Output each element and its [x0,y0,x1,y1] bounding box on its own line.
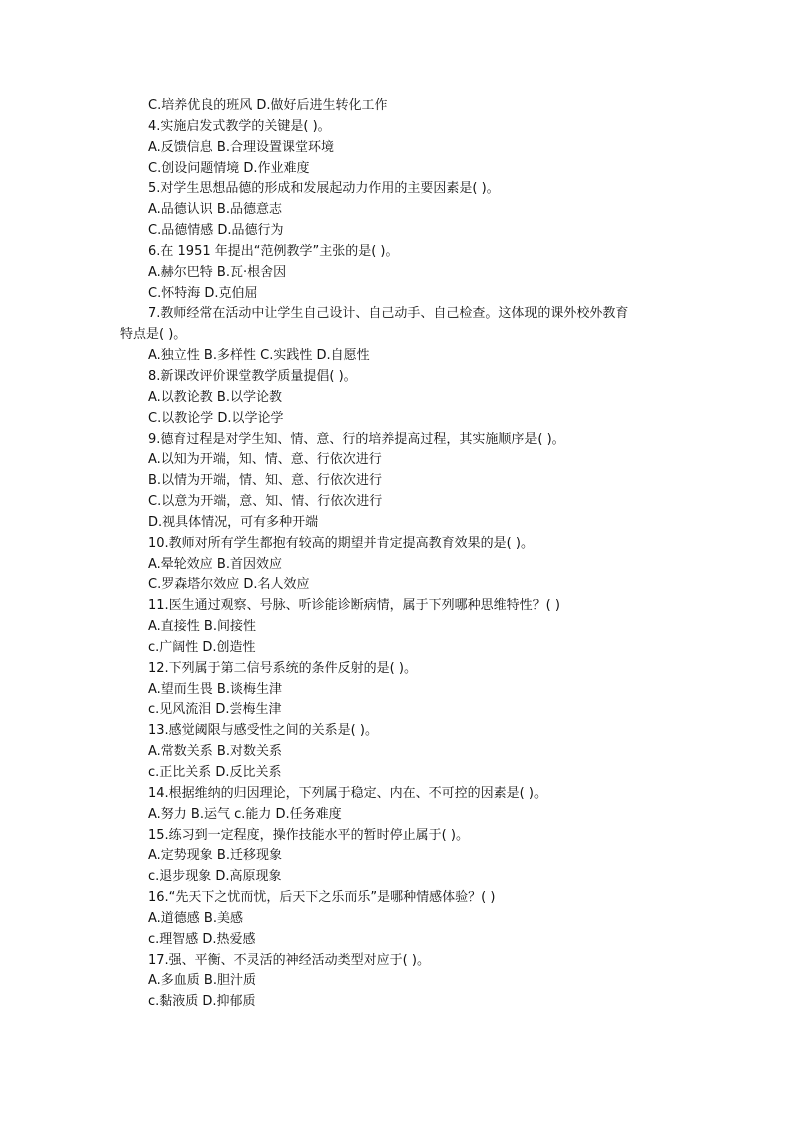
question-14: 14.根据维纳的归因理论，下列属于稳定、内在、不可控的因素是( )。 [148,785,547,801]
option-line: C.培养优良的班风 D.做好后进生转化工作 [148,98,388,113]
option-line: c.正比关系 D.反比关系 [148,765,282,780]
option-line: c.理智感 D.热爱感 [148,931,256,947]
option-line: A.赫尔巴特 B.瓦·根舍因 [148,264,287,280]
option-line: A.望而生畏 B.谈梅生津 [148,681,282,697]
question-7: 7.教师经常在活动中让学生自己设计、自己动手、自己检查。这体现的课外校外教育 [148,306,629,322]
option-line: A.直接性 B.间接性 [148,619,256,635]
question-7-continued: 特点是( )。 [120,327,187,343]
option-line: c.退步现象 D.高原现象 [148,869,282,885]
option-line: A.多血质 B.胆汁质 [148,973,256,989]
question-12: 12.下列属于第二信号系统的条件反射的是( )。 [148,660,417,676]
question-6: 6.在 1951 年提出“范例教学”主张的是( )。 [148,243,399,259]
option-line: A.以知为开端，知、情、意、行依次进行 [148,452,382,468]
option-line: C.创设问题情境 D.作业难度 [148,160,310,176]
option-line: A.努力 B.运气 c.能力 D.任务难度 [148,806,342,822]
option-line: A.以教论教 B.以学论教 [148,389,282,405]
question-4: 4.实施启发式教学的关键是( )。 [148,118,331,134]
question-11: 11.医生通过观察、号脉、听诊能诊断病情，属于下列哪种思维特性？( ) [148,598,560,614]
question-list [120,96,680,1013]
option-line: A.品德认识 B.品德意志 [148,202,282,218]
question-16: 16.“先天下之忧而忧，后天下之乐而乐”是哪种情感体验？( ) [148,890,496,906]
question-10: 10.教师对所有学生都抱有较高的期望并肯定提高教育效果的是( )。 [148,535,534,551]
option-line: c.黏液质 D.抑郁质 [148,994,256,1010]
option-line: C.以教论学 D.以学论学 [148,410,284,426]
question-17: 17.强、平衡、不灵活的神经活动类型对应于( )。 [148,952,430,968]
question-15: 15.练习到一定程度，操作技能水平的暂时停止属于( )。 [148,827,469,843]
option-line: B.以情为开端，情、知、意、行依次进行 [148,473,383,489]
option-line: A.常数关系 B.对数关系 [148,744,282,760]
option-line: C.品德情感 D.品德行为 [148,223,284,239]
option-line: D.视具体情况，可有多种开端 [148,514,319,530]
option-line: C.以意为开端，意、知、情、行依次进行 [148,494,383,510]
option-line: A.反馈信息 B.合理设置课堂环境 [148,139,334,155]
option-line: c.见风流泪 D.尝梅生津 [148,702,282,718]
option-line: C.罗森塔尔效应 D.名人效应 [148,577,310,593]
option-line: c.广阔性 D.创造性 [148,639,256,655]
option-line: A.独立性 B.多样性 C.实践性 D.自愿性 [148,348,370,364]
question-8: 8.新课改评价课堂教学质量提倡( )。 [148,368,357,384]
option-line: A.定势现象 B.迁移现象 [148,848,282,864]
question-5: 5.对学生思想品德的形成和发展起动力作用的主要因素是( )。 [148,181,500,197]
question-9: 9.德育过程是对学生知、情、意、行的培养提高过程，其实施顺序是( )。 [148,431,565,447]
option-line: A.晕轮效应 B.首因效应 [148,556,282,572]
option-line: C.怀特海 D.克伯屈 [148,285,258,301]
question-13: 13.感觉阈限与感受性之间的关系是( )。 [148,723,378,739]
option-line: A.道德感 B.美感 [148,910,243,926]
